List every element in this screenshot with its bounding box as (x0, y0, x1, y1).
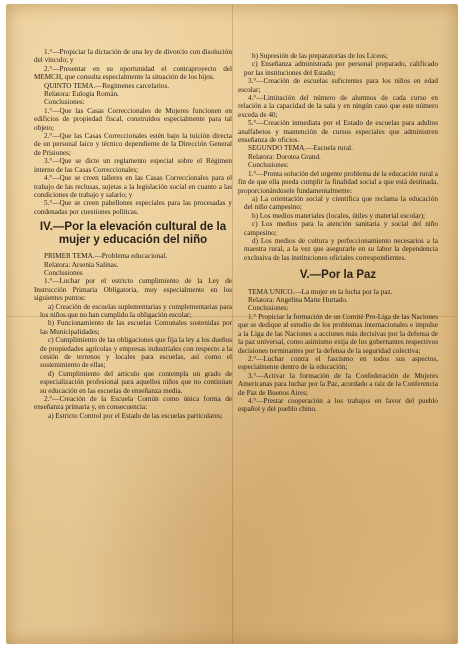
conclusion-item: 1.° Propiciar la formación de un Comité Pro-Liga de las Naciones que se dedique al estudio de los problemas internacionales e impulse a la Liga de las Naciones a acciones más decisivas por la defensa de la paz universal, como asimismo exija de los gobernantes respectivos decisiones terminantes por la defensa de la seguridad colectiva; (238, 312, 438, 355)
theme-reporter: Relatora: Dorotea Grand. (248, 152, 321, 161)
conclusion-item: 1.°—Luchar por el estricto cumplimiento de la Ley de Instrucción Primaria Obligatoria, muy especialmente en los siguientes puntos: (34, 277, 232, 303)
left-column (34, 48, 232, 420)
section-heading: IV.—Por la elevación cultural de la mujer y educación del niño (39, 221, 227, 246)
sub-item: d) Cumplimiento del artículo que contempla un grado de especialización profesional para aquellos niños que no continúan su educación en las escuelas de enseñanza media. (40, 369, 232, 395)
conclusion-item: 3.°—Creación de escuelas suficientes para los niños en edad escolar; (238, 77, 438, 94)
conclusions-label: Conclusiones: (248, 161, 289, 170)
conclusion-item: 4.°—Prestar cooperación a los trabajos en favor del pueblo español y del pueblo chino. (238, 396, 438, 414)
conclusion-item: 3.°—Activar la formación de la Confederación de Mujeres Americanas para luchar por la Paz, acordado a raíz de la Conferencia de Paz de Buenos Aires; (238, 371, 438, 397)
sub-item: d) Los medios de cultura y perfeccionamiento necesarios a la maestra rural, a la vez que asegurarle en su labor la dependencia exclusiva de las instituciones oficiales correspondientes. (244, 236, 438, 262)
sub-item: c) Cumplimiento de las obligaciones que fija la ley a los dueños de propiedades agrícolas y empresas industriales con respecto a la cesión de terrenos y locales para escuelas, así como el sostenimiento de ellas; (40, 336, 232, 370)
sub-item: a) La orientación social y científica que reclama la educación del niño campesino; (244, 194, 438, 212)
right-column (238, 52, 438, 414)
sub-item: b) Supresión de las preparatorias de los Liceos; (252, 52, 388, 60)
section-heading: V.—Por la Paz (299, 269, 377, 282)
paragraph: 1.°—Propiciar la dictación de una ley de divorcio con disolución del vínculo; y (34, 48, 232, 65)
conclusion-item: 5.°—Creación inmediata por el Estado de escuelas para adultos analfabetos y mantención de cursos especiales que administren enseñanza de oficios. (238, 119, 438, 145)
conclusions-label: Conclusiones: (248, 304, 289, 313)
vertical-fold-line (232, 4, 233, 644)
conclusion-item: 4.°—Que se creen talleres en las Casas Correccionales para el trabajo de las reclusas, sujetas a la legislación social en cuanto a las condiciones de trabajo y salario; y (34, 174, 232, 199)
sub-item: b) Funcionamiento de las escuelas Comunales sostenidas por las Municipalidades; (40, 319, 232, 336)
theme-reporter: Relatora: Angelina Matte Hurtado. (248, 296, 348, 305)
theme-title: PRIMER TEMA.—Problema educacional. (44, 252, 168, 261)
conclusion-item: 5.°—Que se creen pabellones especiales para las procesadas y condenadas por cuestiones políticas. (34, 199, 232, 216)
conclusions-label: Conclusiones (44, 268, 83, 277)
document-page (6, 4, 458, 644)
conclusion-item: 3.°—Que se dicte un reglamento especial sobre el Régimen interno de las Casas Correccionales; (34, 157, 232, 174)
theme-title: QUINTO TEMA.—Regímenes carcelarios. (44, 81, 170, 90)
conclusion-item: 2.°—Creación de la Escuela Común como única forma de enseñanza primaria y, en consecuencia: (34, 395, 232, 412)
sub-item: a) Estricto Control por el Estado de las escuelas particulares; (48, 411, 223, 420)
spacer (238, 262, 438, 264)
conclusion-item: 1.°—Pronta solución del urgente problema de la educación rural a fin de que ella pueda cumplir la finalidad social a que está destinada, proporcionándosele fundamentalmente: (238, 169, 438, 195)
conclusion-item: 2.°—Que las Casas Correccionales estén bajo la tuición directa de un personal laico y técnico dependiente de la Dirección General de Prisiones; (34, 132, 232, 157)
conclusion-item: 4.°—Limitación del número de alumnos de cada curso en relación a la capacidad de la sala y en ningún caso que este número exceda de 40; (238, 94, 438, 119)
conclusions-label: Conclusiones: (44, 98, 85, 107)
sub-item: c) Enseñanza administrada por personal preparado, calificado por las instituciones del Estado; (244, 60, 438, 77)
sub-item: c) Los medios para la atención sanitaria y social del niño campesino; (244, 220, 438, 237)
theme-reporter: Relatora: Arsenia Salinas. (44, 260, 119, 269)
theme-reporter: Relatora: Eulogia Román. (44, 90, 119, 99)
paragraph: 2.°—Presentar en su oportunidad el contraproyecto del MEMCH, que consulta especialmente la situación de los hijos. (34, 64, 232, 82)
theme-title: SEGUNDO TEMA.—Escuela rural. (248, 144, 353, 153)
theme-title: TEMA UNICO.—La mujer en la lucha por la paz. (248, 287, 393, 296)
sub-item: a) Creación de escuelas suplementarias y complementarias para los niños que no han cumplido la obligación escolar; (40, 302, 232, 319)
sub-item: b) Los medios materiales (locales, útiles y material escolar); (252, 211, 426, 220)
conclusion-item: 2.°—Luchar contra el fascismo en todos sus aspectos, especialmente dentro de la educación; (238, 354, 438, 372)
conclusion-item: 1.°—Que las Casas Correccionales de Mujeres funcionen en edificios de propiedad fiscal, construídos especialmente para tal objeto; (34, 106, 232, 132)
